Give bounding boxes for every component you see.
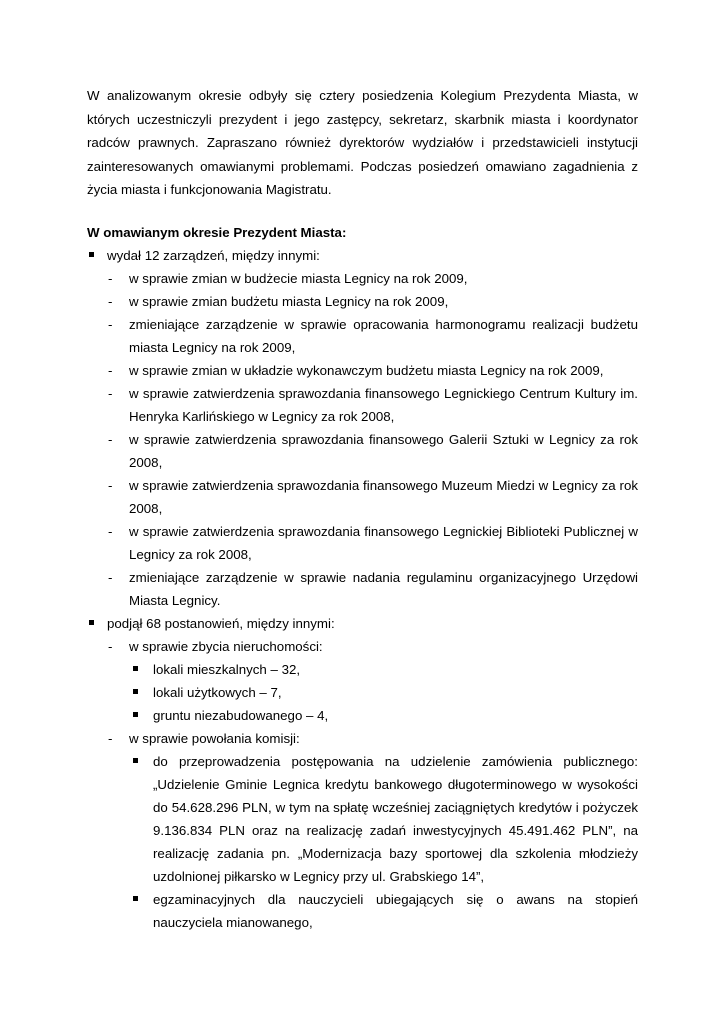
- list-subitem: - zmieniające zarządzenie w sprawie opracowania harmonogramu realizacji budżetu miasta Legnicy na rok 2009,: [0, 313, 638, 359]
- list-item: wydał 12 zarządzeń, między innymi:: [0, 244, 638, 267]
- list-subitem: - w sprawie zatwierdzenia sprawozdania finansowego Galerii Sztuki w Legnicy za rok 2008,: [0, 428, 638, 474]
- list-subitem: - w sprawie powołania komisji:: [0, 727, 638, 750]
- square-bullet-icon: [133, 704, 138, 727]
- dash-bullet: -: [108, 731, 113, 746]
- dash-bullet: -: [108, 317, 113, 332]
- dash-bullet: -: [108, 363, 113, 378]
- list-item: podjął 68 postanowień, między innymi:: [0, 612, 638, 635]
- list-subitem: - w sprawie zmian w układzie wykonawczym budżetu miasta Legnicy na rok 2009,: [0, 359, 638, 382]
- dash-bullet: -: [108, 271, 113, 286]
- list-subitem: - w sprawie zatwierdzenia sprawozdania finansowego Legnickiego Centrum Kultury im. Henryka Karlińskiego w Legnicy za rok 2008,: [0, 382, 638, 428]
- square-bullet-icon: [133, 681, 138, 704]
- activity-list: [0, 244, 724, 934]
- list-subitem: - w sprawie zmian w budżecie miasta Legnicy na rok 2009,: [0, 267, 638, 290]
- square-bullet-icon: [133, 750, 138, 773]
- list-subsubitem: gruntu niezabudowanego – 4,: [0, 704, 638, 727]
- list-subitem: - zmieniające zarządzenie w sprawie nadania regulaminu organizacyjnego Urzędowi Miasta Legnicy.: [0, 566, 638, 612]
- dash-bullet: -: [108, 386, 113, 401]
- dash-bullet: -: [108, 432, 113, 447]
- dash-bullet: -: [108, 524, 113, 539]
- square-bullet-icon: [89, 244, 94, 267]
- list-subsubitem: egzaminacyjnych dla nauczycieli ubiegających się o awans na stopień nauczyciela mianowanego,: [0, 888, 638, 934]
- square-bullet-icon: [89, 612, 94, 635]
- dash-bullet: -: [108, 639, 113, 654]
- square-bullet-icon: [133, 888, 138, 911]
- list-subitem: - w sprawie zmian budżetu miasta Legnicy na rok 2009,: [0, 290, 638, 313]
- dash-bullet: -: [108, 478, 113, 493]
- intro-paragraph: [87, 84, 638, 202]
- square-bullet-icon: [133, 658, 138, 681]
- list-subitem: - w sprawie zbycia nieruchomości:: [0, 635, 638, 658]
- section-heading: W omawianym okresie Prezydent Miasta:: [87, 225, 347, 240]
- dash-bullet: -: [108, 570, 113, 585]
- list-subsubitem: lokali mieszkalnych – 32,: [0, 658, 638, 681]
- list-subitem: - w sprawie zatwierdzenia sprawozdania finansowego Muzeum Miedzi w Legnicy za rok 2008,: [0, 474, 638, 520]
- list-subsubitem: do przeprowadzenia postępowania na udzielenie zamówienia publicznego: „Udzielenie Gminie Legnica kredytu bankowego długoterminowego w wysokości do 54.628.296 PLN, w tym na spłatę wcześniej zaciągniętych kredytów i pożyczek 9.136.834 PLN oraz na realizację zadań inwestycyjnych 45.491.462 PLN”, na realizację zadania pn. „Modernizacja bazy sportowej dla szkolenia młodzieży uzdolnionej piłkarsko w Legnicy przy ul. Grabskiego 14”,: [0, 750, 638, 888]
- intro-text: W analizowanym okresie odbyły się cztery posiedzenia Kolegium Prezydenta Miasta, w których uczestniczyli prezydent i jego zastępcy, sekretarz, skarbnik miasta i koordynator radców prawnych. Zapraszano również dyrektorów wydziałów i przedstawicieli instytucji zainteresowanych omawianymi problemami. Podczas posiedzeń omawiano zagadnienia z życia miasta i funkcjonowania Magistratu.: [87, 88, 638, 197]
- list-subsubitem: lokali użytkowych – 7,: [0, 681, 638, 704]
- dash-bullet: -: [108, 294, 113, 309]
- list-subitem: - w sprawie zatwierdzenia sprawozdania finansowego Legnickiej Biblioteki Publicznej w Legnicy za rok 2008,: [0, 520, 638, 566]
